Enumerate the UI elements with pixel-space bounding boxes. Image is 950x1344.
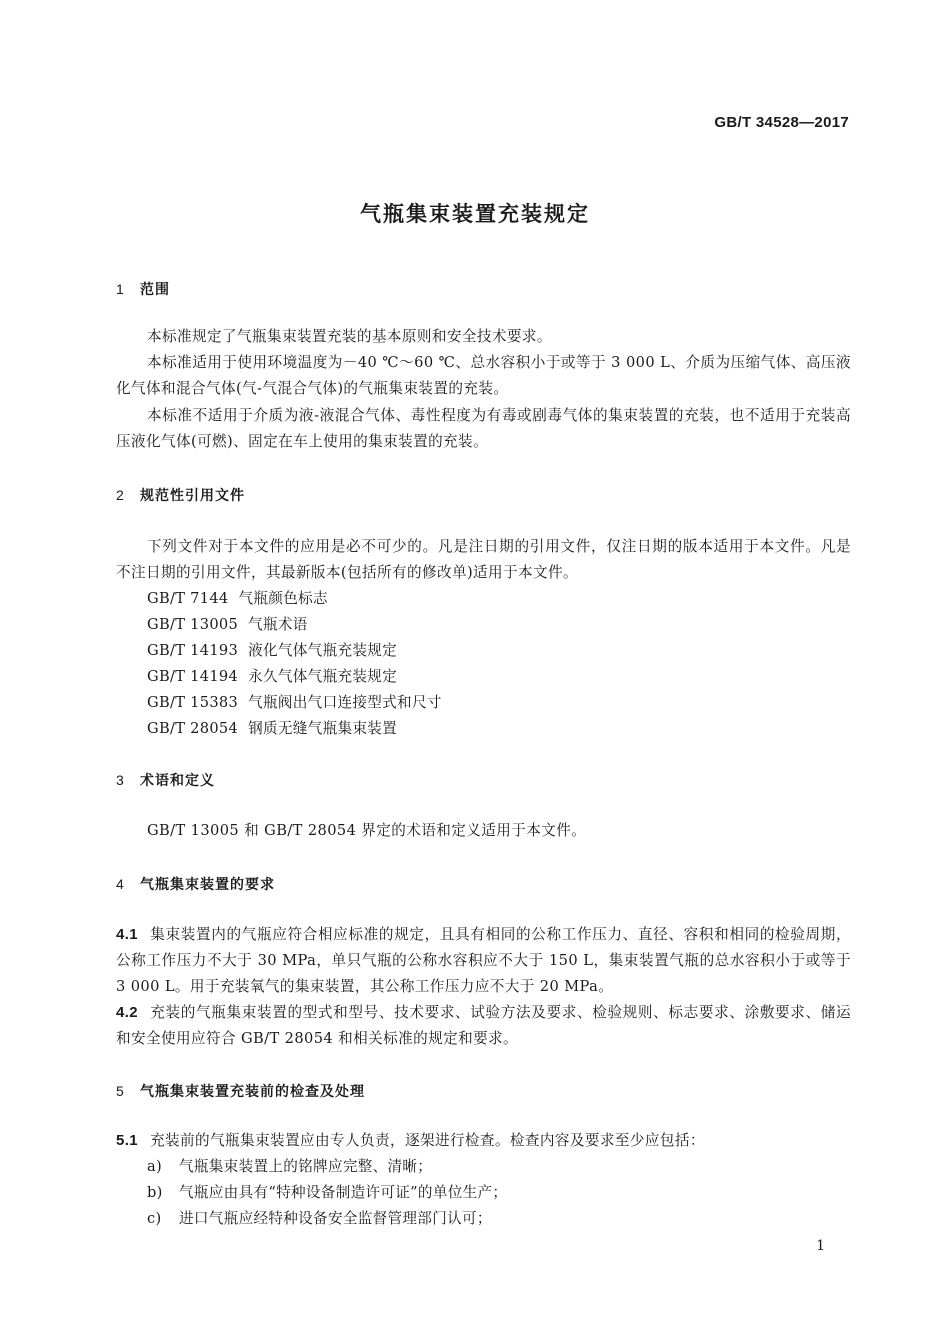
reference-name: 钢质无缝气瓶集束装置	[248, 720, 398, 737]
reference-code: GB/T 28054	[147, 720, 239, 737]
section-title: 气瓶集束装置的要求	[140, 877, 275, 893]
section-number: 3	[116, 772, 125, 788]
section-number: 2	[116, 487, 125, 503]
section-2-heading	[116, 485, 851, 506]
section-title: 规范性引用文件	[140, 488, 245, 504]
clause-number: 4.1	[116, 926, 139, 943]
reference-name: 气瓶阀出气口连接型式和尺寸	[248, 694, 442, 711]
reference-item	[116, 664, 851, 690]
section-title: 气瓶集束装置充装前的检查及处理	[140, 1084, 365, 1100]
reference-item	[116, 612, 851, 638]
reference-code: GB/T 14194	[147, 668, 239, 685]
references-intro: 下列文件对于本文件的应用是必不可少的。凡是注日期的引用文件，仅注日期的版本适用于本文件。凡是不注日期的引用文件，其最新版本(包括所有的修改单)适用于本文件。	[116, 538, 851, 581]
standard-code: GB/T 34528—2017	[714, 114, 849, 131]
clause-4-1	[116, 922, 851, 1000]
clause-4-2	[116, 1000, 851, 1052]
section-title: 术语和定义	[140, 773, 215, 789]
reference-code: GB/T 13005	[147, 616, 239, 633]
terms-paragraph: GB/T 13005 和 GB/T 28054 界定的术语和定义适用于本文件。	[147, 822, 587, 839]
clause-5-1	[116, 1128, 851, 1154]
item-text: 气瓶集束装置上的铭牌应完整、清晰；	[179, 1158, 433, 1175]
reference-list	[116, 586, 851, 742]
page-number: 1	[816, 1238, 825, 1254]
reference-item	[116, 586, 851, 612]
document-title: 气瓶集束装置充装规定	[360, 202, 590, 226]
clause-number: 4.2	[116, 1004, 139, 1021]
section-number: 4	[116, 876, 125, 892]
item-label: b)	[147, 1184, 163, 1201]
clause-text: 充装的气瓶集束装置的型式和型号、技术要求、试验方法及要求、检验规则、标志要求、涂敷要求、储运和安全使用应符合 GB/T 28054 和相关标准的规定和要求。	[116, 1004, 851, 1047]
inspection-list	[116, 1154, 851, 1232]
reference-item	[116, 716, 851, 742]
clause-number: 5.1	[116, 1132, 139, 1149]
reference-code: GB/T 15383	[147, 694, 239, 711]
reference-name: 气瓶术语	[248, 616, 308, 633]
list-item	[116, 1180, 851, 1206]
reference-name: 永久气体气瓶充装规定	[248, 668, 398, 685]
item-label: a)	[147, 1158, 162, 1175]
reference-code: GB/T 7144	[147, 590, 229, 607]
item-text: 气瓶应由具有“特种设备制造许可证”的单位生产；	[179, 1184, 508, 1201]
section-number: 1	[116, 281, 125, 297]
scope-paragraph-3: 本标准不适用于介质为液-液混合气体、毒性程度为有毒或剧毒气体的集束装置的充装，也不适用于充装高压液化气体(可燃)、固定在车上使用的集束装置的充装。	[116, 407, 851, 450]
reference-item	[116, 690, 851, 716]
reference-name: 气瓶颜色标志	[238, 590, 328, 607]
reference-name: 液化气体气瓶充装规定	[248, 642, 398, 659]
clause-text: 集束装置内的气瓶应符合相应标准的规定，且具有相同的公称工作压力、直径、容积和相同的检验周期，公称工作压力不大于 30 MPa，单只气瓶的公称水容积应不大于 150 L，集束装置气瓶的总水容积小于或等于 3 000 L。用于充装氧气的集束装置，其公称工作压力应不大于 20 MPa。	[116, 926, 851, 995]
reference-item	[116, 638, 851, 664]
clause-text: 充装前的气瓶集束装置应由专人负责，逐架进行检查。检查内容及要求至少应包括：	[150, 1132, 705, 1149]
section-5-heading	[116, 1081, 851, 1102]
list-item	[116, 1154, 851, 1180]
scope-paragraph-1: 本标准规定了气瓶集束装置充装的基本原则和安全技术要求。	[147, 328, 552, 345]
scope-paragraph-2: 本标准适用于使用环境温度为－40 ℃～60 ℃、总水容积小于或等于 3 000 L、介质为压缩气体、高压液化气体和混合气体(气-气混合气体)的气瓶集束装置的充装。	[116, 354, 851, 397]
item-text: 进口气瓶应经特种设备安全监督管理部门认可；	[179, 1210, 492, 1227]
reference-code: GB/T 14193	[147, 642, 239, 659]
list-item	[116, 1206, 851, 1232]
item-label: c)	[147, 1210, 162, 1227]
section-1-heading	[116, 279, 851, 300]
section-3-heading	[116, 770, 851, 791]
section-title: 范围	[140, 282, 170, 298]
section-4-heading	[116, 874, 851, 895]
section-number: 5	[116, 1083, 125, 1099]
